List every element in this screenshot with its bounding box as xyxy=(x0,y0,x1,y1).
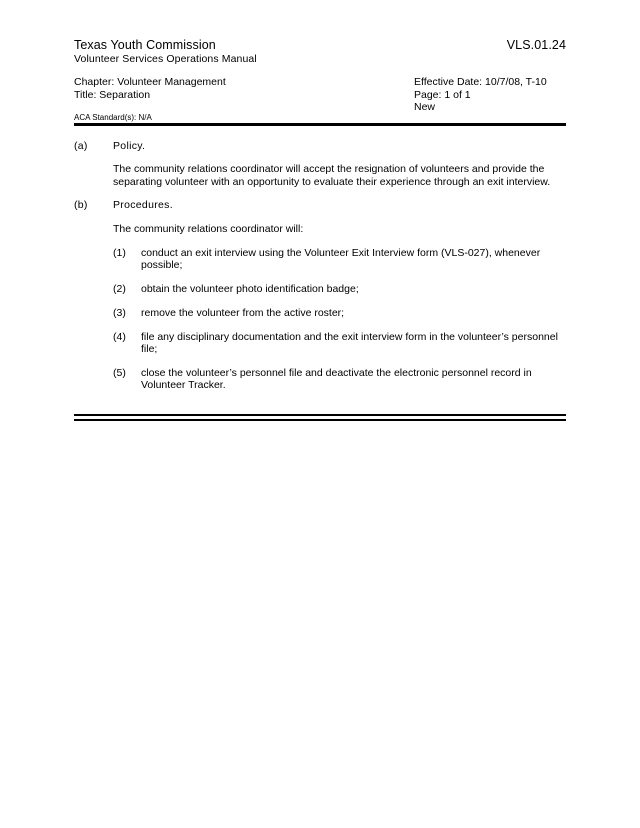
procedures-intro: The community relations coordinator will: xyxy=(113,223,304,235)
title-line: Title: Separation xyxy=(74,89,151,101)
section-a-marker: (a) xyxy=(74,140,88,152)
manual-name: Volunteer Services Operations Manual xyxy=(74,53,257,65)
procedure-item-text: conduct an exit interview using the Volunteer Exit Interview form (VLS-027), whenever xyxy=(141,247,541,259)
status-label: New xyxy=(414,101,436,113)
effective-date: Effective Date: 10/7/08, T-10 xyxy=(414,76,547,88)
footer-rule-top xyxy=(74,414,566,416)
footer-rule-bottom xyxy=(74,419,566,421)
header-divider xyxy=(74,123,566,126)
page-number: Page: 1 of 1 xyxy=(414,89,471,101)
procedure-item-number: (1) xyxy=(113,247,126,259)
procedure-item-text: obtain the volunteer photo identification badge; xyxy=(141,283,359,295)
procedure-item-text: close the volunteer’s personnel file and deactivate the electronic personnel record in xyxy=(141,367,532,379)
procedure-item-number: (2) xyxy=(113,283,126,295)
chapter-line: Chapter: Volunteer Management xyxy=(74,76,226,88)
doc-code: VLS.01.24 xyxy=(506,38,566,52)
procedure-item-text: remove the volunteer from the active roster; xyxy=(141,307,345,319)
procedure-item-number: (3) xyxy=(113,307,126,319)
policy-text-line-1: The community relations coordinator will accept the resignation of volunteers and provide the xyxy=(113,163,545,175)
procedure-item-text: file any disciplinary documentation and the exit interview form in the volunteer’s personnel xyxy=(141,331,558,343)
procedure-item-number: (5) xyxy=(113,367,126,379)
section-b-marker: (b) xyxy=(74,199,88,211)
section-b-heading: Procedures. xyxy=(113,199,173,211)
procedure-item-text-cont: possible; xyxy=(141,259,183,271)
section-a-heading: Policy. xyxy=(113,140,146,152)
procedure-item-number: (4) xyxy=(113,331,126,343)
org-name: Texas Youth Commission xyxy=(74,38,216,52)
policy-text-line-2: separating volunteer with an opportunity to evaluate their experience through an exit interview. xyxy=(113,176,551,188)
procedure-item-text-cont: Volunteer Tracker. xyxy=(141,379,226,391)
procedure-item-text-cont: file; xyxy=(141,343,158,355)
aca-standards: ACA Standard(s): N/A xyxy=(74,113,152,122)
